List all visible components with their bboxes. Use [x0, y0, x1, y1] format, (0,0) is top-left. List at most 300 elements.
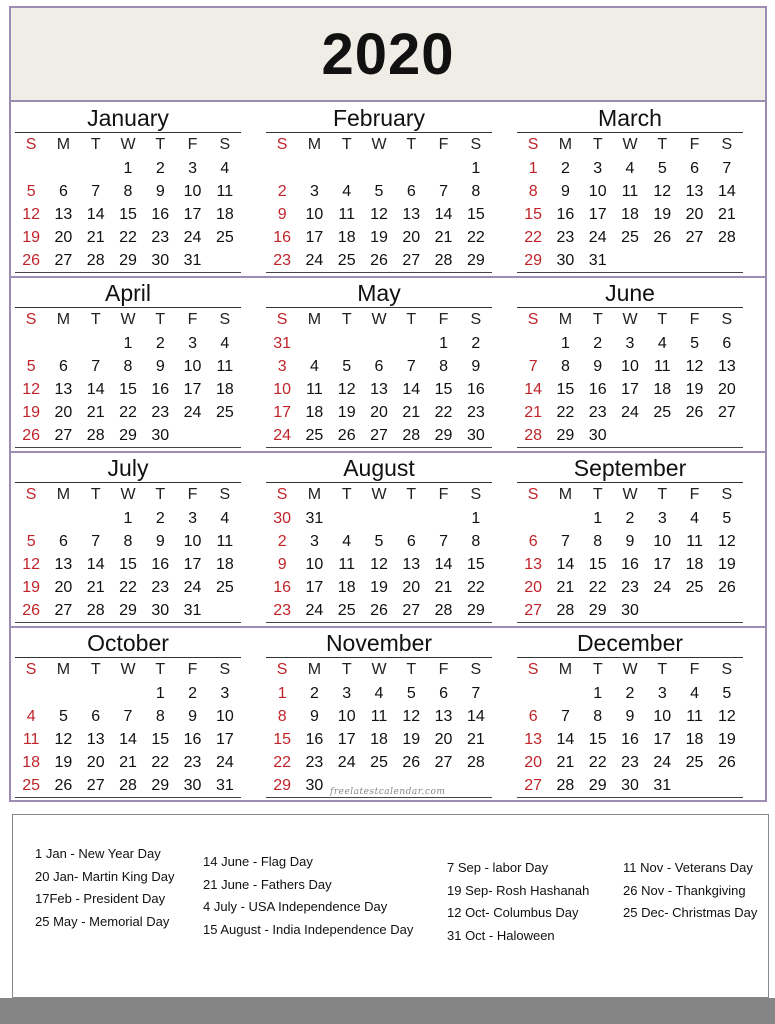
- day-cell: 8: [593, 708, 603, 725]
- weekday-label: M: [558, 661, 573, 678]
- day-cell: 1: [593, 510, 603, 527]
- holiday-item: 12 Oct- Columbus Day: [447, 905, 579, 920]
- day-cell: 11: [216, 358, 234, 375]
- day-cell: 8: [155, 708, 165, 725]
- day-cell: 10: [588, 183, 607, 200]
- day-cell: 13: [434, 708, 453, 725]
- week-row: [517, 226, 743, 249]
- day-cell: [47, 682, 79, 705]
- day-cell: 1: [593, 685, 603, 702]
- day-cell: 9: [309, 708, 319, 725]
- day-cell: [298, 157, 330, 180]
- weekday-label: T: [155, 661, 166, 678]
- week-row: [266, 226, 492, 249]
- day-cell: 4: [690, 510, 700, 527]
- day-cell: 3: [657, 685, 667, 702]
- day-cell: 14: [466, 708, 485, 725]
- day-cell: 6: [690, 160, 700, 177]
- weekday-label: S: [721, 661, 733, 678]
- day-cell: 26: [370, 252, 388, 269]
- day-cell: 9: [593, 358, 603, 375]
- day-cell: 16: [273, 579, 292, 596]
- day-cell: [363, 157, 395, 180]
- weekday-label: W: [371, 661, 387, 678]
- day-cell: 27: [434, 754, 453, 771]
- holiday-list: [12, 814, 769, 998]
- day-cell: 1: [123, 335, 133, 352]
- day-cell: [460, 774, 492, 797]
- day-cell: 25: [215, 229, 234, 246]
- day-cell: [549, 682, 581, 705]
- weekday-label: M: [56, 311, 71, 328]
- weekday-label: M: [56, 486, 71, 503]
- weekday-label: S: [470, 136, 482, 153]
- week-row: [517, 332, 743, 355]
- day-cell: 27: [402, 602, 421, 619]
- day-cell: [678, 249, 710, 272]
- weekday-header: [266, 658, 492, 682]
- day-cell: 29: [119, 252, 137, 269]
- calendar-frame: [9, 6, 767, 802]
- day-cell: 14: [402, 381, 421, 398]
- day-cell: 31: [183, 602, 202, 619]
- month-february: [266, 104, 492, 273]
- week-row: [15, 599, 241, 623]
- week-row: [266, 157, 492, 180]
- day-cell: 6: [58, 358, 68, 375]
- weekday-label: T: [657, 311, 668, 328]
- day-cell: 12: [717, 708, 736, 725]
- day-cell: 2: [471, 335, 481, 352]
- day-cell: [517, 507, 549, 530]
- day-cell: 23: [151, 579, 170, 596]
- day-cell: 3: [625, 335, 635, 352]
- weekday-label: T: [90, 311, 101, 328]
- weekday-header: [517, 133, 743, 157]
- day-cell: 20: [370, 404, 388, 421]
- week-row: [517, 553, 743, 576]
- day-cell: 10: [273, 381, 292, 398]
- weekday-label: S: [276, 661, 288, 678]
- day-cell: 31: [588, 252, 607, 269]
- day-cell: 20: [54, 404, 73, 421]
- holiday-column: [203, 851, 413, 941]
- day-cell: 6: [528, 533, 538, 550]
- day-cell: 5: [374, 183, 384, 200]
- day-cell: 4: [690, 685, 700, 702]
- day-cell: 10: [183, 183, 202, 200]
- day-cell: 28: [434, 252, 453, 269]
- weekday-label: S: [219, 486, 231, 503]
- day-cell: 28: [86, 252, 105, 269]
- day-cell: 21: [717, 206, 736, 223]
- weekday-label: T: [90, 661, 101, 678]
- day-cell: [517, 682, 549, 705]
- day-cell: 30: [183, 777, 202, 794]
- month-june: [517, 279, 743, 448]
- day-cell: 5: [406, 685, 416, 702]
- day-cell: 21: [524, 404, 543, 421]
- day-cell: 13: [54, 381, 73, 398]
- week-row: [517, 530, 743, 553]
- day-cell: 21: [556, 579, 575, 596]
- day-cell: 6: [91, 708, 101, 725]
- holiday-item: 17Feb - President Day: [35, 891, 166, 906]
- day-cell: [427, 157, 459, 180]
- weekday-label: S: [219, 136, 231, 153]
- day-cell: [15, 507, 47, 530]
- day-cell: 4: [309, 358, 319, 375]
- day-cell: 10: [215, 708, 234, 725]
- day-cell: 8: [560, 358, 570, 375]
- day-cell: 10: [183, 533, 202, 550]
- week-row: [517, 774, 743, 798]
- weekday-label: S: [276, 136, 288, 153]
- month-name: December: [517, 629, 743, 658]
- day-cell: 2: [309, 685, 319, 702]
- weekday-label: W: [622, 486, 638, 503]
- day-cell: 16: [621, 556, 639, 573]
- day-cell: 7: [123, 708, 133, 725]
- day-cell: 20: [86, 754, 105, 771]
- weekday-label: M: [307, 136, 322, 153]
- day-cell: 3: [309, 533, 319, 550]
- day-cell: [209, 424, 241, 447]
- day-cell: 14: [524, 381, 543, 398]
- day-cell: 28: [556, 777, 575, 794]
- day-cell: 30: [466, 427, 485, 444]
- weekday-label: T: [406, 136, 417, 153]
- day-cell: 18: [370, 731, 388, 748]
- day-cell: 15: [119, 556, 137, 573]
- day-cell: [517, 332, 549, 355]
- day-cell: 23: [621, 754, 639, 771]
- day-cell: 7: [528, 358, 538, 375]
- day-cell: 30: [621, 602, 639, 619]
- day-cell: 6: [406, 183, 416, 200]
- day-cell: [646, 599, 678, 622]
- week-row: [15, 157, 241, 180]
- week-row: [517, 401, 743, 424]
- weekday-label: S: [25, 136, 37, 153]
- day-cell: 20: [434, 731, 453, 748]
- day-cell: 8: [123, 358, 133, 375]
- day-cell: 7: [91, 358, 101, 375]
- day-cell: 29: [466, 252, 485, 269]
- holiday-item: 1 Jan - New Year Day: [35, 846, 161, 861]
- day-cell: [711, 599, 743, 622]
- day-cell: 20: [402, 229, 421, 246]
- day-cell: 1: [528, 160, 538, 177]
- day-cell: 6: [58, 183, 68, 200]
- weekday-label: F: [438, 136, 449, 153]
- holiday-item: 25 Dec- Christmas Day: [623, 905, 758, 920]
- weekday-label: S: [721, 136, 733, 153]
- day-cell: 18: [685, 731, 704, 748]
- week-row: [15, 203, 241, 226]
- week-row: [517, 249, 743, 273]
- day-cell: 20: [685, 206, 704, 223]
- day-cell: 15: [119, 206, 137, 223]
- day-cell: [176, 424, 208, 447]
- weekday-label: T: [341, 486, 352, 503]
- day-cell: 12: [402, 708, 421, 725]
- day-cell: 5: [690, 335, 700, 352]
- day-cell: 11: [338, 556, 355, 573]
- week-row: [266, 424, 492, 448]
- day-cell: 21: [434, 229, 453, 246]
- day-cell: 16: [466, 381, 485, 398]
- week-row: [266, 705, 492, 728]
- week-row: [15, 401, 241, 424]
- day-cell: [678, 774, 710, 797]
- day-cell: 11: [653, 358, 671, 375]
- weekday-label: S: [470, 311, 482, 328]
- day-cell: 11: [216, 533, 234, 550]
- day-cell: 15: [556, 381, 575, 398]
- day-cell: 1: [277, 685, 287, 702]
- month-november: [266, 629, 492, 798]
- day-cell: 15: [466, 556, 485, 573]
- day-cell: 1: [471, 510, 481, 527]
- day-cell: [678, 599, 710, 622]
- day-cell: [80, 507, 112, 530]
- day-cell: 16: [151, 206, 170, 223]
- day-cell: 27: [717, 404, 736, 421]
- day-cell: 16: [273, 229, 292, 246]
- holiday-column: [447, 857, 589, 947]
- day-cell: 27: [54, 602, 73, 619]
- day-cell: 19: [370, 229, 388, 246]
- week-row: [517, 507, 743, 530]
- month-name: September: [517, 454, 743, 483]
- day-cell: [15, 332, 47, 355]
- week-row: [266, 599, 492, 623]
- weekday-label: W: [120, 136, 136, 153]
- day-cell: 14: [434, 206, 453, 223]
- day-cell: 18: [215, 381, 234, 398]
- day-cell: 17: [305, 579, 324, 596]
- day-cell: 11: [621, 183, 639, 200]
- day-cell: 22: [466, 229, 485, 246]
- weekday-label: T: [90, 136, 101, 153]
- weekday-label: F: [438, 486, 449, 503]
- day-cell: 30: [621, 777, 639, 794]
- weekday-label: S: [527, 136, 539, 153]
- day-cell: 13: [685, 183, 704, 200]
- day-cell: 1: [123, 510, 133, 527]
- day-cell: 25: [305, 427, 324, 444]
- day-cell: [331, 507, 363, 530]
- day-cell: 7: [471, 685, 481, 702]
- day-cell: 30: [151, 602, 170, 619]
- day-cell: 29: [273, 777, 292, 794]
- day-cell: [395, 157, 427, 180]
- weekday-label: W: [622, 136, 638, 153]
- day-cell: 8: [123, 183, 133, 200]
- week-row: [266, 576, 492, 599]
- day-cell: 5: [26, 183, 36, 200]
- weekday-label: S: [25, 661, 37, 678]
- day-cell: 24: [621, 404, 639, 421]
- day-cell: 17: [588, 206, 607, 223]
- weekday-label: S: [721, 311, 733, 328]
- weekday-label: T: [155, 311, 166, 328]
- day-cell: [15, 682, 47, 705]
- day-cell: 28: [86, 427, 105, 444]
- weekday-label: M: [56, 661, 71, 678]
- day-cell: 24: [337, 754, 356, 771]
- day-cell: 13: [524, 556, 543, 573]
- day-cell: 16: [621, 731, 639, 748]
- day-cell: 14: [556, 556, 575, 573]
- week-row: [517, 682, 743, 705]
- day-cell: 2: [155, 510, 165, 527]
- day-cell: 22: [588, 754, 607, 771]
- day-cell: 6: [722, 335, 732, 352]
- week-row: [517, 576, 743, 599]
- day-cell: 19: [54, 754, 73, 771]
- day-cell: 25: [621, 229, 639, 246]
- day-cell: 9: [277, 556, 287, 573]
- day-cell: 13: [402, 206, 421, 223]
- day-cell: 17: [273, 404, 292, 421]
- day-cell: 15: [273, 731, 292, 748]
- day-cell: 12: [685, 358, 704, 375]
- day-cell: 10: [305, 556, 324, 573]
- week-row: [15, 553, 241, 576]
- day-cell: 17: [305, 229, 324, 246]
- weekday-header: [15, 133, 241, 157]
- day-cell: 2: [625, 510, 635, 527]
- day-cell: 19: [402, 731, 421, 748]
- day-cell: 26: [54, 777, 73, 794]
- day-cell: 29: [151, 777, 170, 794]
- week-row: [266, 355, 492, 378]
- week-row: [15, 728, 241, 751]
- day-cell: 25: [337, 602, 356, 619]
- day-cell: 13: [524, 731, 543, 748]
- week-row: [517, 378, 743, 401]
- weekday-header: [266, 483, 492, 507]
- weekday-header: [15, 658, 241, 682]
- weekday-label: T: [657, 136, 668, 153]
- day-cell: 1: [439, 335, 449, 352]
- day-cell: 19: [717, 556, 736, 573]
- week-row: [517, 599, 743, 623]
- year-header: [11, 8, 765, 102]
- day-cell: 14: [556, 731, 575, 748]
- day-cell: [80, 332, 112, 355]
- day-cell: 23: [556, 229, 575, 246]
- day-cell: 25: [215, 579, 234, 596]
- day-cell: 10: [183, 358, 202, 375]
- day-cell: 11: [686, 708, 703, 725]
- day-cell: 9: [471, 358, 481, 375]
- day-cell: 30: [588, 427, 607, 444]
- day-cell: 28: [524, 427, 543, 444]
- week-row: [517, 180, 743, 203]
- month-march: [517, 104, 743, 273]
- weekday-label: F: [187, 486, 198, 503]
- day-cell: 11: [686, 533, 703, 550]
- day-cell: 4: [657, 335, 667, 352]
- day-cell: 15: [151, 731, 170, 748]
- day-cell: 25: [685, 579, 704, 596]
- day-cell: 24: [653, 579, 672, 596]
- day-cell: 2: [625, 685, 635, 702]
- day-cell: [363, 507, 395, 530]
- day-cell: 18: [215, 206, 234, 223]
- day-cell: 24: [183, 229, 202, 246]
- day-cell: 7: [439, 183, 449, 200]
- weekday-label: T: [592, 311, 603, 328]
- month-name: February: [266, 104, 492, 133]
- day-cell: 25: [370, 754, 388, 771]
- day-cell: 30: [151, 427, 170, 444]
- row-divider: [11, 451, 765, 453]
- week-row: [517, 355, 743, 378]
- day-cell: 29: [434, 427, 453, 444]
- day-cell: 17: [183, 206, 202, 223]
- weekday-label: W: [371, 486, 387, 503]
- day-cell: 17: [215, 731, 234, 748]
- weekday-label: T: [406, 486, 417, 503]
- month-name: January: [15, 104, 241, 133]
- day-cell: 24: [183, 579, 202, 596]
- day-cell: 9: [155, 533, 165, 550]
- holiday-item: 15 August - India Independence Day: [203, 921, 414, 937]
- day-cell: 18: [685, 556, 704, 573]
- day-cell: 13: [54, 206, 73, 223]
- week-row: [15, 751, 241, 774]
- day-cell: 8: [439, 358, 449, 375]
- day-cell: [15, 157, 47, 180]
- week-row: [266, 728, 492, 751]
- holiday-item: 21 June - Fathers Day: [203, 876, 332, 892]
- day-cell: 10: [337, 708, 356, 725]
- day-cell: 21: [402, 404, 421, 421]
- day-cell: 15: [434, 381, 453, 398]
- weekday-label: T: [341, 136, 352, 153]
- month-name: May: [266, 279, 492, 308]
- holiday-item: 26 Nov - Thankgiving: [623, 882, 746, 898]
- day-cell: 17: [183, 381, 202, 398]
- weekday-label: M: [558, 486, 573, 503]
- day-cell: 26: [717, 579, 736, 596]
- day-cell: 30: [305, 777, 324, 794]
- day-cell: 27: [685, 229, 704, 246]
- day-cell: 23: [305, 754, 324, 771]
- day-cell: 29: [524, 252, 543, 269]
- day-cell: 20: [402, 579, 421, 596]
- day-cell: 13: [86, 731, 105, 748]
- day-cell: 31: [273, 335, 292, 352]
- day-cell: 12: [22, 556, 41, 573]
- weekday-label: S: [721, 486, 733, 503]
- day-cell: 4: [342, 533, 352, 550]
- weekday-label: W: [371, 311, 387, 328]
- week-row: [15, 249, 241, 273]
- day-cell: 4: [220, 160, 230, 177]
- row-divider: [11, 626, 765, 628]
- day-cell: [711, 424, 743, 447]
- day-cell: 4: [374, 685, 384, 702]
- day-cell: 28: [556, 602, 575, 619]
- day-cell: 5: [26, 358, 36, 375]
- weekday-label: S: [470, 486, 482, 503]
- day-cell: 12: [54, 731, 73, 748]
